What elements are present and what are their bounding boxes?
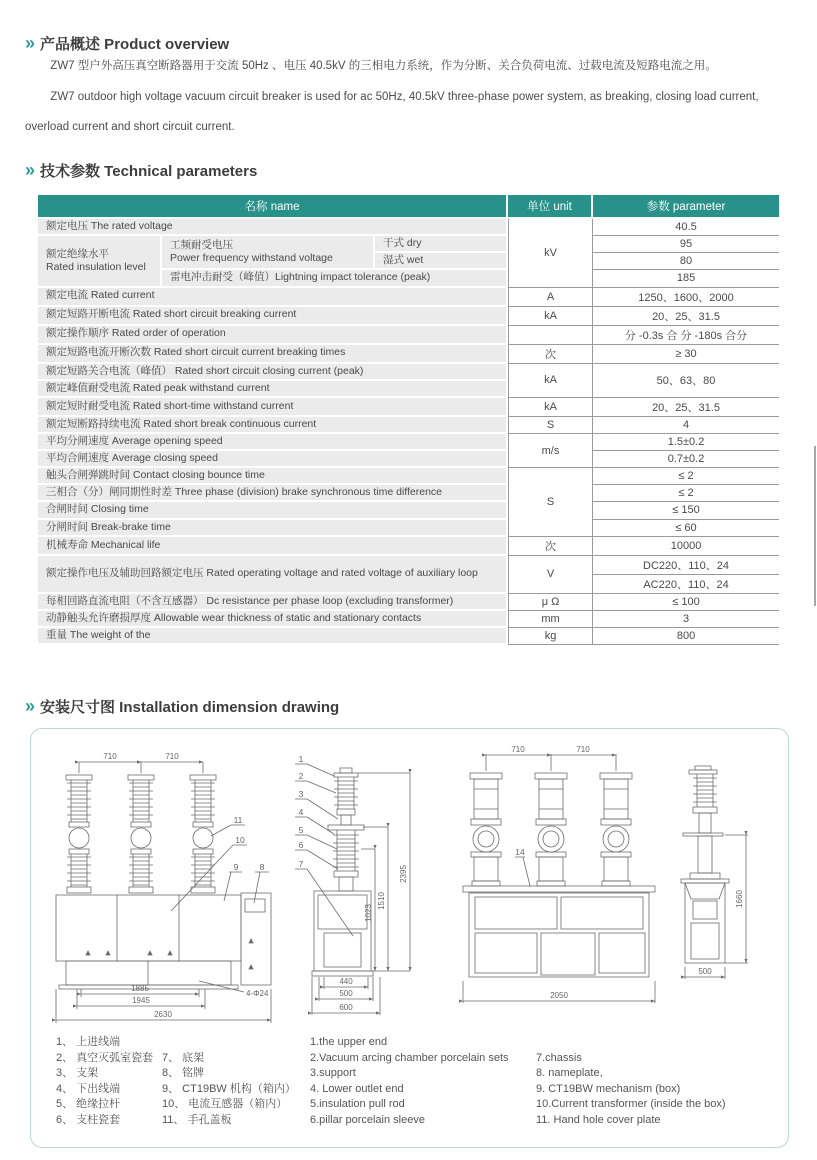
- header-unit: 单位 unit: [508, 195, 593, 219]
- bolt-label: 4-Φ24: [246, 989, 269, 998]
- legend-item: 4、 下出线端: [56, 1082, 121, 1095]
- row-name-cell: 干式 dry: [375, 236, 508, 253]
- unit-cell: μ Ω: [508, 594, 593, 611]
- unit-cell: V: [508, 556, 593, 594]
- value-cell: ≤ 60: [593, 520, 779, 537]
- unit-cell: A: [508, 288, 593, 307]
- value-cell: 40.5: [593, 219, 779, 236]
- legend-item: 9、 CT19BW 机构（箱内）: [162, 1082, 296, 1095]
- parameters-title-text: 技术参数 Technical parameters: [40, 163, 258, 180]
- unit-cell: kA: [508, 364, 593, 398]
- value-cell: 800: [593, 628, 779, 645]
- value-cell: 80: [593, 253, 779, 270]
- row-name-cell: 额定峰值耐受电流 Rated peak withstand current: [38, 381, 508, 398]
- callout-label: 4: [298, 807, 304, 817]
- installation-section-title: [25, 696, 339, 717]
- header-name: 名称 name: [38, 195, 508, 219]
- value-cell: 50、63、80: [593, 364, 779, 398]
- table-row: [38, 502, 779, 519]
- unit-cell: kA: [508, 307, 593, 326]
- value-cell: 0.7±0.2: [593, 451, 779, 468]
- side-view-drawing: [295, 754, 410, 1015]
- dimension-label: 2395: [399, 865, 408, 883]
- table-row: [38, 345, 779, 364]
- table-row: [38, 556, 779, 575]
- dimension-label: 500: [698, 967, 712, 976]
- unit-cell: kg: [508, 628, 593, 645]
- dimension-label: 500: [339, 989, 353, 998]
- table-row: [38, 236, 779, 253]
- legend-item: 3.support: [310, 1067, 356, 1079]
- row-name-cell: 额定短时耐受电流 Rated short-time withstand current: [38, 398, 508, 417]
- drawing-legend: [56, 1035, 778, 1128]
- overview-paragraph-cn: ZW7 型户外高压真空断路器用于交流 50Hz 、电压 40.5kV 的三相电力系统，作为分断、关合负荷电流、过载电流及短路电流之用。: [50, 60, 717, 72]
- legend-item: 4. Lower outlet end: [310, 1082, 404, 1095]
- dimension-label: 440: [339, 977, 353, 986]
- value-cell: 10000: [593, 537, 779, 556]
- value-cell: ≤ 100: [593, 594, 779, 611]
- table-header-row: [38, 195, 779, 219]
- dimension-label: 1510: [377, 892, 386, 910]
- table-row: [38, 537, 779, 556]
- callout-label: 10: [235, 835, 245, 845]
- dimension-label: 1885: [131, 984, 149, 993]
- value-cell: 20、25、31.5: [593, 307, 779, 326]
- rear-view-drawing: [463, 745, 655, 1003]
- unit-cell: kA: [508, 398, 593, 417]
- callout-label: 9: [233, 862, 239, 872]
- row-name-cell: 额定短断路持续电流 Rated short break continuous current: [38, 417, 508, 434]
- row-name-cell: 三相合（分）闸同期性时差 Three phase (division) brake synchronous time difference: [38, 485, 508, 502]
- legend-item: 2.Vacuum arcing chamber porcelain sets: [310, 1051, 509, 1064]
- double-chevron-icon: »: [25, 159, 34, 180]
- overview-paragraph-en: ZW7 outdoor high voltage vacuum circuit breaker is used for ac 50Hz, 40.5kV three-phase power system, as breaking, closing load current, overload current and short circuit current.: [25, 91, 759, 133]
- row-name-cell: 雷电冲击耐受（峰值）Lightning impact tolerance (peak): [162, 270, 508, 287]
- front-view-drawing: [56, 752, 271, 1023]
- table-row: [38, 434, 779, 451]
- row-name-cell: 额定短路电流开断次数 Rated short circuit current breaking times: [38, 345, 508, 364]
- row-name-cell: 机械寿命 Mechanical life: [38, 537, 508, 556]
- row-name-cell: 额定绝缘水平 Rated insulation level: [38, 236, 162, 287]
- value-cell: 95: [593, 236, 779, 253]
- legend-item: 11、 手孔盖板: [162, 1113, 232, 1126]
- scrollbar-thumb[interactable]: [814, 446, 816, 606]
- value-cell: ≤ 2: [593, 468, 779, 485]
- table-row: [38, 628, 779, 645]
- legend-item: 8. nameplate,: [536, 1067, 603, 1079]
- row-name-cell: 平均合闸速度 Average closing speed: [38, 451, 508, 468]
- row-name-cell: 额定操作顺序 Rated order of operation: [38, 326, 508, 345]
- dimension-label: 1945: [132, 996, 150, 1005]
- dimension-label: 1660: [735, 890, 744, 908]
- table-row: [38, 398, 779, 417]
- value-cell: 185: [593, 270, 779, 287]
- callout-label: 8: [259, 862, 265, 872]
- installation-title-text: 安装尺寸图 Installation dimension drawing: [40, 699, 340, 716]
- callout-label: 5: [298, 825, 304, 835]
- legend-item: 1、 上进线端: [56, 1036, 121, 1048]
- table-row: [38, 288, 779, 307]
- value-cell: 20、25、31.5: [593, 398, 779, 417]
- row-name-cell: 合闸时间 Closing time: [38, 502, 508, 519]
- row-name-cell: 工频耐受电压 Power frequency withstand voltage: [162, 236, 375, 270]
- callout-label: 2: [298, 771, 304, 781]
- table-row: [38, 611, 779, 628]
- double-chevron-icon: »: [25, 32, 34, 53]
- value-cell: 4: [593, 417, 779, 434]
- value-cell: 1250、1600、2000: [593, 288, 779, 307]
- table-row: [38, 307, 779, 326]
- unit-cell: [508, 326, 593, 345]
- unit-cell: 次: [508, 345, 593, 364]
- dimension-label: 710: [576, 745, 590, 754]
- value-cell: AC220、110、24: [593, 575, 779, 594]
- unit-cell: S: [508, 468, 593, 537]
- dimension-label: 710: [103, 752, 117, 761]
- callout-label: 6: [298, 840, 304, 850]
- legend-item: 6.pillar porcelain sleeve: [310, 1113, 425, 1126]
- table-row: [38, 219, 779, 236]
- legend-item: [162, 1035, 310, 1051]
- callout-label: 11: [233, 815, 243, 825]
- row-name-cell: 湿式 wet: [375, 253, 508, 270]
- callout-label: 3: [298, 789, 304, 799]
- table-row: [38, 451, 779, 468]
- dimension-label: 2630: [154, 1010, 172, 1019]
- side-view2-drawing: [681, 766, 748, 979]
- legend-item: 3、 支架: [56, 1067, 99, 1079]
- row-name-cell: 每相回路直流电阻（不含互感器） Dc resistance per phase loop (excluding transformer): [38, 594, 508, 611]
- legend-item: 10.Current transformer (inside the box): [536, 1098, 726, 1110]
- value-cell: ≤ 2: [593, 485, 779, 502]
- unit-cell: m/s: [508, 434, 593, 468]
- row-name-cell: 触头合闸弹跳时间 Contact closing bounce time: [38, 468, 508, 485]
- row-name-cell: 重量 The weight of the: [38, 628, 508, 645]
- table-row: [38, 326, 779, 345]
- table-row: [38, 364, 779, 381]
- unit-cell: S: [508, 417, 593, 434]
- callout-label: 14: [515, 847, 525, 857]
- row-name-cell: 额定电流 Rated current: [38, 288, 508, 307]
- legend-item: 7、 底架: [162, 1051, 205, 1064]
- dimension-label: 600: [339, 1003, 353, 1012]
- row-name-cell: 额定短路开断电流 Rated short circuit breaking current: [38, 307, 508, 326]
- row-name-cell: 动静触头允许磨损厚度 Allowable wear thickness of static and stationary contacts: [38, 611, 508, 628]
- callout-label: 7: [298, 859, 304, 869]
- legend-item: 7.chassis: [536, 1051, 582, 1064]
- legend-item: [536, 1035, 778, 1051]
- value-cell: DC220、110、24: [593, 556, 779, 575]
- table-row: [38, 468, 779, 485]
- overview-title-text: 产品概述 Product overview: [40, 36, 230, 53]
- parameters-section-title: [25, 160, 257, 181]
- table-row: [38, 520, 779, 537]
- value-cell: 1.5±0.2: [593, 434, 779, 451]
- dimension-drawing-box: [30, 728, 789, 1148]
- legend-item: 6、 支柱瓷套: [56, 1113, 121, 1126]
- technical-parameters-table: [38, 195, 779, 645]
- double-chevron-icon: »: [25, 695, 34, 716]
- overview-section-title: [25, 33, 229, 54]
- value-cell: ≤ 150: [593, 502, 779, 519]
- legend-item: 9. CT19BW mechanism (box): [536, 1082, 681, 1095]
- legend-item: 11. Hand hole cover plate: [536, 1113, 661, 1126]
- legend-item: 5、 绝缘拉杆: [56, 1098, 121, 1110]
- header-parameter: 参数 parameter: [593, 195, 779, 219]
- installation-dimension-drawing: [31, 731, 786, 1031]
- unit-cell: 次: [508, 537, 593, 556]
- legend-item: 5.insulation pull rod: [310, 1098, 405, 1110]
- dimension-label: 2050: [550, 991, 568, 1000]
- unit-cell: kV: [508, 219, 593, 288]
- dimension-label: 1023: [364, 904, 373, 922]
- row-name-cell: 额定短路关合电流（峰值） Rated short circuit closing current (peak): [38, 364, 508, 381]
- dimension-label: 710: [511, 745, 525, 754]
- dimension-label: 710: [165, 752, 179, 761]
- value-cell: 分 -0.3s 合 分 -180s 合分: [593, 326, 779, 345]
- unit-cell: mm: [508, 611, 593, 628]
- table-row: [38, 594, 779, 611]
- table-row: [38, 485, 779, 502]
- row-name-cell: 额定电压 The rated voltage: [38, 219, 508, 236]
- row-name-cell: 平均分闸速度 Average opening speed: [38, 434, 508, 451]
- legend-item: 10、 电流互感器（箱内）: [162, 1098, 288, 1110]
- legend-item: 8、 铭牌: [162, 1067, 205, 1079]
- legend-item: 2、 真空灭弧室瓷套: [56, 1051, 154, 1064]
- value-cell: ≥ 30: [593, 345, 779, 364]
- row-name-cell: 分闸时间 Break-brake time: [38, 520, 508, 537]
- value-cell: 3: [593, 611, 779, 628]
- row-name-cell: 额定操作电压及辅助回路额定电压 Rated operating voltage and rated voltage of auxiliary loop: [38, 556, 508, 594]
- table-row: [38, 417, 779, 434]
- legend-item: 1.the upper end: [310, 1036, 388, 1048]
- callout-label: 1: [298, 754, 304, 764]
